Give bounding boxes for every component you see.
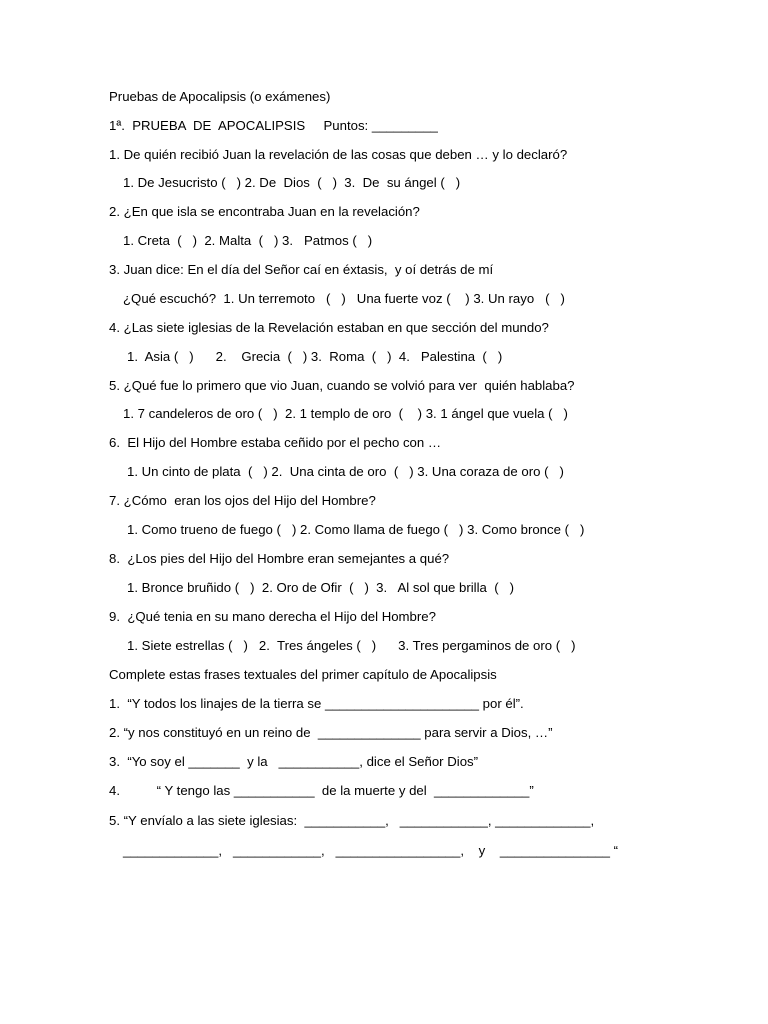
phrase-2: 2. “y nos constituyó en un reino de ______________ para servir a Dios, …” [109,725,553,740]
question-8-options: 1. Bronce bruñido ( ) 2. Oro de Ofir ( ) 3. Al sol que brilla ( ) [127,580,514,595]
phrase-5-continued: _____________, ____________, _________________, y _______________ “ [123,843,618,858]
question-2-options: 1. Creta ( ) 2. Malta ( ) 3. Patmos ( ) [123,233,373,248]
question-5: 5. ¿Qué fue lo primero que vio Juan, cuando se volvió para ver quién hablaba? [109,378,575,393]
question-4: 4. ¿Las siete iglesias de la Revelación estaban en que sección del mundo? [109,320,549,335]
phrase-3: 3. “Yo soy el _______ y la ___________, dice el Señor Dios” [109,754,479,769]
question-1-options: 1. De Jesucristo ( ) 2. De Dios ( ) 3. De su ángel ( ) [123,175,461,190]
question-6-options: 1. Un cinto de plata ( ) 2. Una cinta de oro ( ) 3. Una coraza de oro ( ) [127,464,564,479]
phrase-5: 5. “Y envíalo a las siete iglesias: ___________, ____________, _____________, [109,813,595,828]
question-8: 8. ¿Los pies del Hijo del Hombre eran semejantes a qué? [109,551,450,566]
question-9: 9. ¿Qué tenia en su mano derecha el Hijo del Hombre? [109,609,436,624]
question-1: 1. De quién recibió Juan la revelación de las cosas que deben … y lo declaró? [109,147,568,162]
question-6: 6. El Hijo del Hombre estaba ceñido por el pecho con … [109,435,442,450]
phrase-4: 4. “ Y tengo las ___________ de la muerte y del _____________” [109,783,534,798]
question-3-options: ¿Qué escuchó? 1. Un terremoto ( ) Una fuerte voz ( ) 3. Un rayo ( ) [123,291,565,306]
question-7-options: 1. Como trueno de fuego ( ) 2. Como llama de fuego ( ) 3. Como bronce ( ) [127,522,585,537]
question-2: 2. ¿En que isla se encontraba Juan en la revelación? [109,204,420,219]
test-header: 1ª. PRUEBA DE APOCALIPSIS Puntos: _________ [109,118,438,133]
question-7: 7. ¿Cómo eran los ojos del Hijo del Hombre? [109,493,376,508]
question-4-options: 1. Asia ( ) 2. Grecia ( ) 3. Roma ( ) 4. Palestina ( ) [127,349,503,364]
document-title: Pruebas de Apocalipsis (o exámenes) [109,89,331,104]
section-heading: Complete estas frases textuales del primer capítulo de Apocalipsis [109,667,497,682]
question-3: 3. Juan dice: En el día del Señor caí en éxtasis, y oí detrás de mí [109,262,494,277]
phrase-1: 1. “Y todos los linajes de la tierra se _____________________ por él”. [109,696,524,711]
question-9-options: 1. Siete estrellas ( ) 2. Tres ángeles ( ) 3. Tres pergaminos de oro ( ) [127,638,576,653]
question-5-options: 1. 7 candeleros de oro ( ) 2. 1 templo de oro ( ) 3. 1 ángel que vuela ( ) [123,406,568,421]
